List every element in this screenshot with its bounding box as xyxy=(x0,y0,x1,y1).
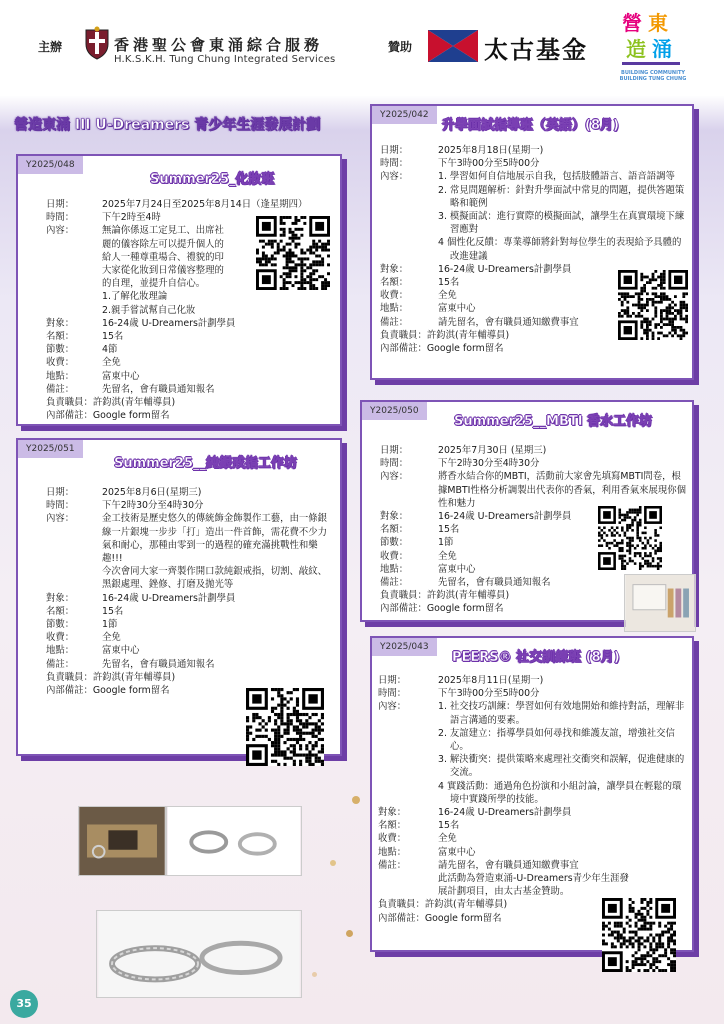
fee-value: 全免 xyxy=(438,290,457,302)
page-header xyxy=(0,0,724,96)
sessions-value: 1節 xyxy=(102,619,118,631)
date-value: 2025年7月30日 (星期三) xyxy=(438,445,547,456)
confetti-dot xyxy=(352,796,360,804)
venue-label: 地點： xyxy=(380,563,409,575)
staff-value: 許鈞淇(青年輔導員) xyxy=(92,671,176,683)
content-label: 內容： xyxy=(380,171,409,183)
activity-code: Y2025/050 xyxy=(362,402,427,420)
quota-label: 名額： xyxy=(378,820,407,832)
content-item: 2. 友誼建立：指導學員如何尋找和維護友誼，增強社交信心。 xyxy=(438,727,675,753)
remarks-value: 先留名，會有職員通知報名 xyxy=(102,658,215,670)
date-label: 日期： xyxy=(46,487,75,498)
venue-label: 地點： xyxy=(380,303,409,315)
target-label: 對象： xyxy=(46,592,75,604)
page-number: 35 xyxy=(10,990,38,1018)
confetti-dot xyxy=(312,972,317,977)
fee-value: 全免 xyxy=(102,357,121,369)
sessions-label: 節數： xyxy=(46,344,75,356)
internal-value: Google form留名 xyxy=(426,603,504,615)
venue-value: 富東中心 xyxy=(438,563,476,575)
venue-label: 地點： xyxy=(378,846,407,858)
staff-value: 許鈞淇(青年輔導員) xyxy=(424,899,508,911)
venue-value: 富東中心 xyxy=(102,370,140,382)
registration-qr-code[interactable] xyxy=(602,898,676,972)
time-value: 下午2時30分至4時30分 xyxy=(438,458,540,470)
activity-title: Summer25_化妝班 xyxy=(150,172,275,187)
program-title: 營造東涌 III U-Dreamers 青少年生涯發展計劃 xyxy=(14,117,321,133)
date-label: 日期： xyxy=(380,445,409,456)
date-value: 2025年8月18日(星期一) xyxy=(438,145,544,156)
fee-label: 收費： xyxy=(380,550,409,562)
staff-label: 負責職員： xyxy=(46,671,93,683)
time-value: 下午2時30分至4時30分 xyxy=(102,500,204,512)
fee-label: 收費： xyxy=(380,290,409,302)
content-value xyxy=(438,700,690,806)
content-label: 內容： xyxy=(380,471,409,483)
organizer-name-zh: 香港聖公會東涌綜合服務 xyxy=(114,36,324,54)
time-value: 下午3時00分至5時00分 xyxy=(438,158,540,170)
internal-value: Google form留名 xyxy=(92,410,170,422)
date-value: 2025年8月6日(星期三) xyxy=(102,487,202,498)
internal-label: 內部備註： xyxy=(46,410,93,422)
sessions-value: 4節 xyxy=(102,344,118,356)
workshop-photo xyxy=(78,806,166,876)
time-label: 時間： xyxy=(380,158,409,170)
remarks-label: 備註： xyxy=(380,316,409,328)
sessions-label: 節數： xyxy=(46,619,75,631)
registration-qr-code[interactable] xyxy=(246,688,324,766)
staff-value: 許鈞淇(青年輔導員) xyxy=(426,329,510,341)
skh-crest-icon xyxy=(84,26,110,60)
time-label: 時間： xyxy=(380,458,409,470)
target-value: 16-24歲 U-Dreamers計劃學員 xyxy=(102,592,236,604)
remarks-label: 備註： xyxy=(46,383,75,395)
registration-qr-code[interactable] xyxy=(256,216,330,290)
content-value xyxy=(438,170,690,262)
target-value: 16-24歲 U-Dreamers計劃學員 xyxy=(438,511,572,523)
venue-label: 地點： xyxy=(46,645,75,657)
activity-card-051 xyxy=(16,438,342,756)
internal-label: 內部備註： xyxy=(380,343,427,355)
staff-label: 負責職員： xyxy=(380,329,427,341)
content-item: 3. 解決衝突：提供策略來處理社交衝突和誤解，促進健康的交流。 xyxy=(438,754,685,779)
target-label: 對象： xyxy=(380,263,409,275)
ring-photo xyxy=(166,806,302,876)
quota-value: 15名 xyxy=(438,820,460,832)
sponsor-note: 此活動為營造東涌-U-Dreamers青少年生涯發展計劃項目，由太古基金贊助。 xyxy=(438,873,629,898)
time-label: 時間： xyxy=(46,500,75,512)
content-item: 4 實踐活動：通過角色扮演和小組討論，讓學員在輕鬆的環境中實踐所學的技能。 xyxy=(438,780,682,805)
remarks-value: 請先留名，會有職員通知繳費事宜 xyxy=(438,316,579,328)
date-label: 日期： xyxy=(46,199,75,210)
content-value: 金工技術是歷史悠久的傳統飾金飾製作工藝，由一條銀線一片銀塊一步步「打」造出一件首飾，需花費不少力氣和耐心，那種由零到一的過程的確充滿挑戰性和樂趣!!! 今次會同大家一齊製作開口款純銀戒指，切割、敲紋、黑銀處理、銼修、打磨及拋光等 xyxy=(102,513,328,591)
confetti-dot xyxy=(330,860,336,866)
staff-label: 負責職員： xyxy=(378,899,425,911)
venue-value: 富東中心 xyxy=(438,303,476,315)
remarks-label: 備註： xyxy=(378,859,407,871)
perfume-photo xyxy=(624,574,696,632)
internal-value: Google form留名 xyxy=(92,685,170,697)
activity-code: Y2025/043 xyxy=(372,638,437,656)
content-item: 1.了解化妝理論 xyxy=(102,291,168,303)
quota-label: 名額： xyxy=(46,605,75,617)
remarks-value: 先留名，會有職員通知報名 xyxy=(102,383,215,395)
quota-value: 15名 xyxy=(102,605,124,617)
confetti-dot xyxy=(346,930,353,937)
activity-details xyxy=(378,674,690,925)
target-value: 16-24歲 U-Dreamers計劃學員 xyxy=(102,317,236,329)
svg-text:東: 東 xyxy=(648,11,668,35)
activity-code: Y2025/048 xyxy=(18,156,83,174)
svg-text:造: 造 xyxy=(626,37,646,61)
content-text: 無論你係返工定見工、出席社 麗的儀容除左可以提升個人的 給人一種尊重場合、禮貌的印 大家從化妝到日常儀容整理的 的自理，並提升自信心。 xyxy=(102,225,224,290)
activity-title: Summer25__MBTI 香水工作坊 xyxy=(454,414,653,429)
activity-card-048 xyxy=(16,154,342,426)
remarks-value: 先留名，會有職員通知報名 xyxy=(438,577,551,589)
organizer-label: 主辦 xyxy=(38,40,63,54)
date-label: 日期： xyxy=(378,675,407,686)
time-value: 下午3時00分至5時00分 xyxy=(438,688,540,700)
activity-card-043 xyxy=(370,636,694,952)
content-value xyxy=(102,224,254,316)
content-item: 1. 社交技巧訓練：學習如何有效地開始和維持對話，理解非語言溝通的要素。 xyxy=(438,701,685,726)
staff-label: 負責職員： xyxy=(46,397,93,409)
activity-title: 升學面試指導班（英語）(8月) xyxy=(442,118,619,133)
remarks-label: 備註： xyxy=(46,658,75,670)
date-value: 2025年8月11日(星期一) xyxy=(438,675,544,686)
fee-label: 收費： xyxy=(46,357,75,369)
sessions-value: 1節 xyxy=(438,537,454,549)
activity-code: Y2025/042 xyxy=(372,106,437,124)
venue-value: 富東中心 xyxy=(438,846,476,858)
sponsor-name: 太古基金 xyxy=(484,35,588,64)
activity-title: PEERS® 社交訓練班 (8月) xyxy=(452,650,620,665)
content-item: 3. 模擬面試：進行實際的模擬面試，讓學生在真實環境下練習應對 xyxy=(438,211,685,236)
time-label: 時間： xyxy=(378,688,407,700)
fee-value: 全免 xyxy=(438,550,457,562)
registration-qr-code[interactable] xyxy=(598,506,662,570)
time-label: 時間： xyxy=(46,212,75,224)
date-label: 日期： xyxy=(380,145,409,156)
internal-value: Google form留名 xyxy=(424,912,502,924)
quota-label: 名額： xyxy=(380,524,409,536)
internal-label: 內部備註： xyxy=(46,685,93,697)
swire-flag-icon xyxy=(428,30,478,62)
remarks-value xyxy=(438,859,690,899)
remarks-text: 請先留名，會有職員通知繳費事宜 xyxy=(438,859,579,871)
time-value: 下午2時至4時 xyxy=(102,212,161,224)
venue-label: 地點： xyxy=(46,370,75,382)
svg-text:涌: 涌 xyxy=(652,37,672,61)
date-value: 2025年7月24日至2025年8月14日（逢星期四） xyxy=(102,199,308,210)
target-label: 對象： xyxy=(378,807,407,819)
remarks-label: 備註： xyxy=(380,577,409,589)
content-label: 內容： xyxy=(378,701,407,713)
staff-label: 負責職員： xyxy=(380,590,427,602)
fee-value: 全免 xyxy=(102,632,121,644)
content-item: 2. 常見問題解析：針對升學面試中常見的問題，提供答題策略和範例 xyxy=(438,184,685,209)
content-value: 將香水結合你的MBTI，活動前大家會先填寫MBTI問卷，根據MBTI性格分析調製出代表你的香氣，利用香氣來展現你個性和魅力 xyxy=(438,471,687,509)
quota-value: 15名 xyxy=(438,277,460,289)
sponsor-label: 贊助 xyxy=(388,40,413,54)
sessions-label: 節數： xyxy=(380,537,409,549)
svg-text:營: 營 xyxy=(622,11,642,35)
target-label: 對象： xyxy=(380,511,409,523)
internal-label: 內部備註： xyxy=(380,603,427,615)
fee-label: 收費： xyxy=(378,833,407,845)
quota-value: 15名 xyxy=(438,524,460,536)
activity-code: Y2025/051 xyxy=(18,440,83,458)
ring-photo-2 xyxy=(96,910,302,998)
target-label: 對象： xyxy=(46,317,75,329)
target-value: 16-24歲 U-Dreamers計劃學員 xyxy=(438,807,572,819)
fee-label: 收費： xyxy=(46,632,75,644)
quota-label: 名額： xyxy=(380,277,409,289)
content-label: 內容： xyxy=(46,513,75,525)
target-value: 16-24歲 U-Dreamers計劃學員 xyxy=(438,263,572,275)
content-label: 內容： xyxy=(46,225,75,237)
staff-value: 許鈞淇(青年輔導員) xyxy=(426,590,510,602)
internal-label: 內部備註： xyxy=(378,912,425,924)
project-logo-caption: BUILDING COMMUNITY BUILDING TUNG CHUNG xyxy=(619,70,687,82)
organizer-name-en: H.K.S.K.H. Tung Chung Integrated Services xyxy=(114,54,336,65)
staff-value: 許鈞淇(青年輔導員) xyxy=(92,397,176,409)
quota-value: 15名 xyxy=(102,331,124,343)
registration-qr-code[interactable] xyxy=(618,270,688,340)
content-item: 1. 學習如何自信地展示自我，包括肢體語言、語音語調等 xyxy=(438,171,675,183)
activity-details xyxy=(46,486,336,697)
venue-value: 富東中心 xyxy=(102,645,140,657)
fee-value: 全免 xyxy=(438,833,457,845)
content-item: 4 個性化反饋：專業導師將針對每位學生的表現給予具體的改進建議 xyxy=(438,237,682,262)
activity-title: Summer25__純銀戒指工作坊 xyxy=(114,456,298,471)
content-item: 2.親手嘗試幫自己化妝 xyxy=(102,304,196,316)
activity-card-042 xyxy=(370,104,694,380)
internal-value: Google form留名 xyxy=(426,343,504,355)
quota-label: 名額： xyxy=(46,331,75,343)
